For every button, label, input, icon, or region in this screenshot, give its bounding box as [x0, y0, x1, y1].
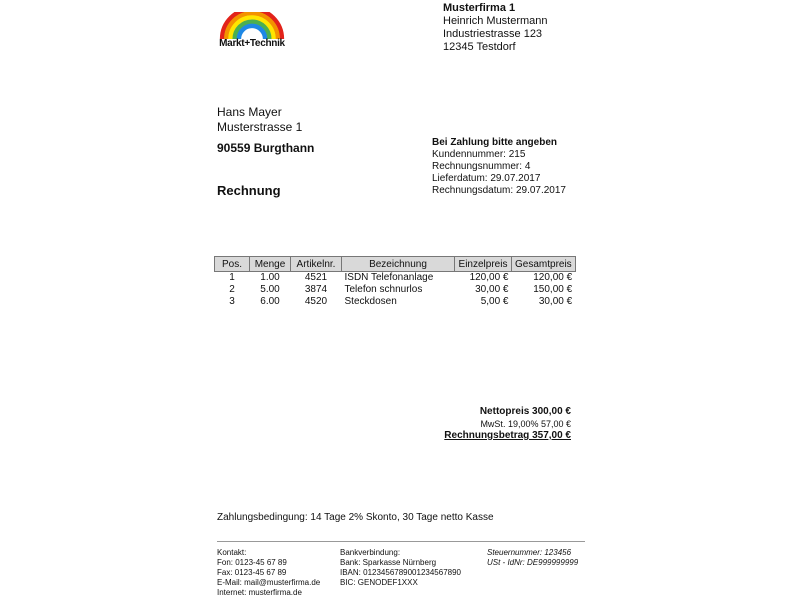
payment-terms: Zahlungsbedingung: 14 Tage 2% Skonto, 30 Tage netto Kasse: [217, 512, 494, 523]
footer-vat-id: USt - IdNr: DE999999999: [487, 558, 579, 567]
table-row: [215, 272, 576, 285]
delivery-date: Lieferdatum: 29.07.2017: [432, 173, 541, 184]
column-header: Menge: [250, 257, 291, 272]
cell-description: ISDN Telefonanlage: [344, 272, 434, 283]
column-header: Gesamtpreis: [512, 257, 576, 272]
recipient-address: [217, 105, 314, 156]
invoice-date: Rechnungsdatum: 29.07.2017: [432, 185, 566, 196]
cell-quantity: 1.00: [260, 272, 280, 283]
column-header: Einzelpreis: [455, 257, 512, 272]
cell-position: 2: [229, 284, 235, 295]
customer-number: Kundennummer: 215: [432, 149, 526, 160]
footer-bank-heading: Bankverbindung:: [340, 548, 401, 557]
invoice-totals: [400, 406, 571, 442]
company-logo: [216, 12, 288, 52]
cell-description: Telefon schnurlos: [344, 284, 423, 295]
cell-article-number: 3874: [304, 284, 328, 295]
invoice-number: Rechnungsnummer: 4: [432, 161, 531, 172]
grand-total: Rechnungsbetrag 357,00 €: [444, 430, 571, 441]
cell-total-price: 120,00 €: [533, 272, 573, 283]
cell-unit-price: 30,00 €: [475, 284, 509, 295]
cell-description: Steckdosen: [344, 296, 397, 307]
recipient-street: Musterstrasse 1: [217, 120, 303, 134]
table-row: [215, 284, 576, 296]
footer-bic: BIC: GENODEF1XXX: [340, 578, 418, 587]
footer-bank-name: Bank: Sparkasse Nürnberg: [340, 558, 437, 567]
cell-total-price: 150,00 €: [533, 284, 573, 295]
footer-tax-number: Steuernummer: 123456: [487, 548, 572, 557]
cell-position: 3: [229, 296, 235, 307]
cell-article-number: 4520: [304, 296, 328, 307]
invoice-items-table: [214, 256, 576, 308]
sender-street: Industriestrasse 123: [443, 28, 543, 40]
footer-phone: Fon: 0123-45 67 89: [217, 558, 287, 567]
sender-company: Musterfirma 1: [443, 2, 516, 14]
footer-iban: IBAN: 012345678900123456789​0: [340, 568, 461, 577]
recipient-city: 90559 Burgthann: [217, 141, 315, 155]
sender-city: 12345 Testdorf: [443, 41, 516, 53]
sender-contact: Heinrich Mustermann: [443, 15, 548, 27]
rainbow-logo-icon: [216, 12, 288, 40]
cell-total-price: 30,00 €: [538, 296, 573, 307]
footer-contact: [217, 548, 320, 598]
vat-amount: MwSt. 19,00% 57,00 €: [480, 419, 571, 429]
cell-position: 1: [229, 272, 235, 283]
net-total: Nettopreis 300,00 €: [479, 406, 571, 417]
cell-unit-price: 120,00 €: [469, 272, 509, 283]
footer-fax: Fax: 0123-45 67 89: [217, 568, 287, 577]
logo-text: Markt+Technik: [219, 38, 285, 49]
footer-contact-heading: Kontakt:: [217, 548, 247, 557]
payment-reference-heading: Bei Zahlung bitte angeben: [432, 137, 558, 148]
footer-tax: [487, 548, 578, 568]
footer-divider: [217, 541, 585, 542]
footer-email: E-Mail: mail@musterfirma.de: [217, 578, 321, 587]
footer-bank: [340, 548, 461, 588]
table-row: [215, 296, 576, 308]
payment-reference: [432, 137, 566, 197]
sender-address: [443, 2, 548, 54]
footer-website: Internet: musterfirma.de: [217, 588, 302, 597]
column-header: Artikelnr.: [291, 257, 342, 272]
cell-article-number: 4521: [304, 272, 328, 283]
cell-unit-price: 5,00 €: [480, 296, 509, 307]
cell-quantity: 5.00: [260, 284, 280, 295]
cell-quantity: 6.00: [260, 296, 280, 307]
column-header: Pos.: [215, 257, 250, 272]
column-header: Bezeichnung: [342, 257, 455, 272]
document-title: Rechnung: [217, 183, 281, 198]
table-header-row: [215, 257, 576, 272]
recipient-name: Hans Mayer: [217, 105, 282, 119]
